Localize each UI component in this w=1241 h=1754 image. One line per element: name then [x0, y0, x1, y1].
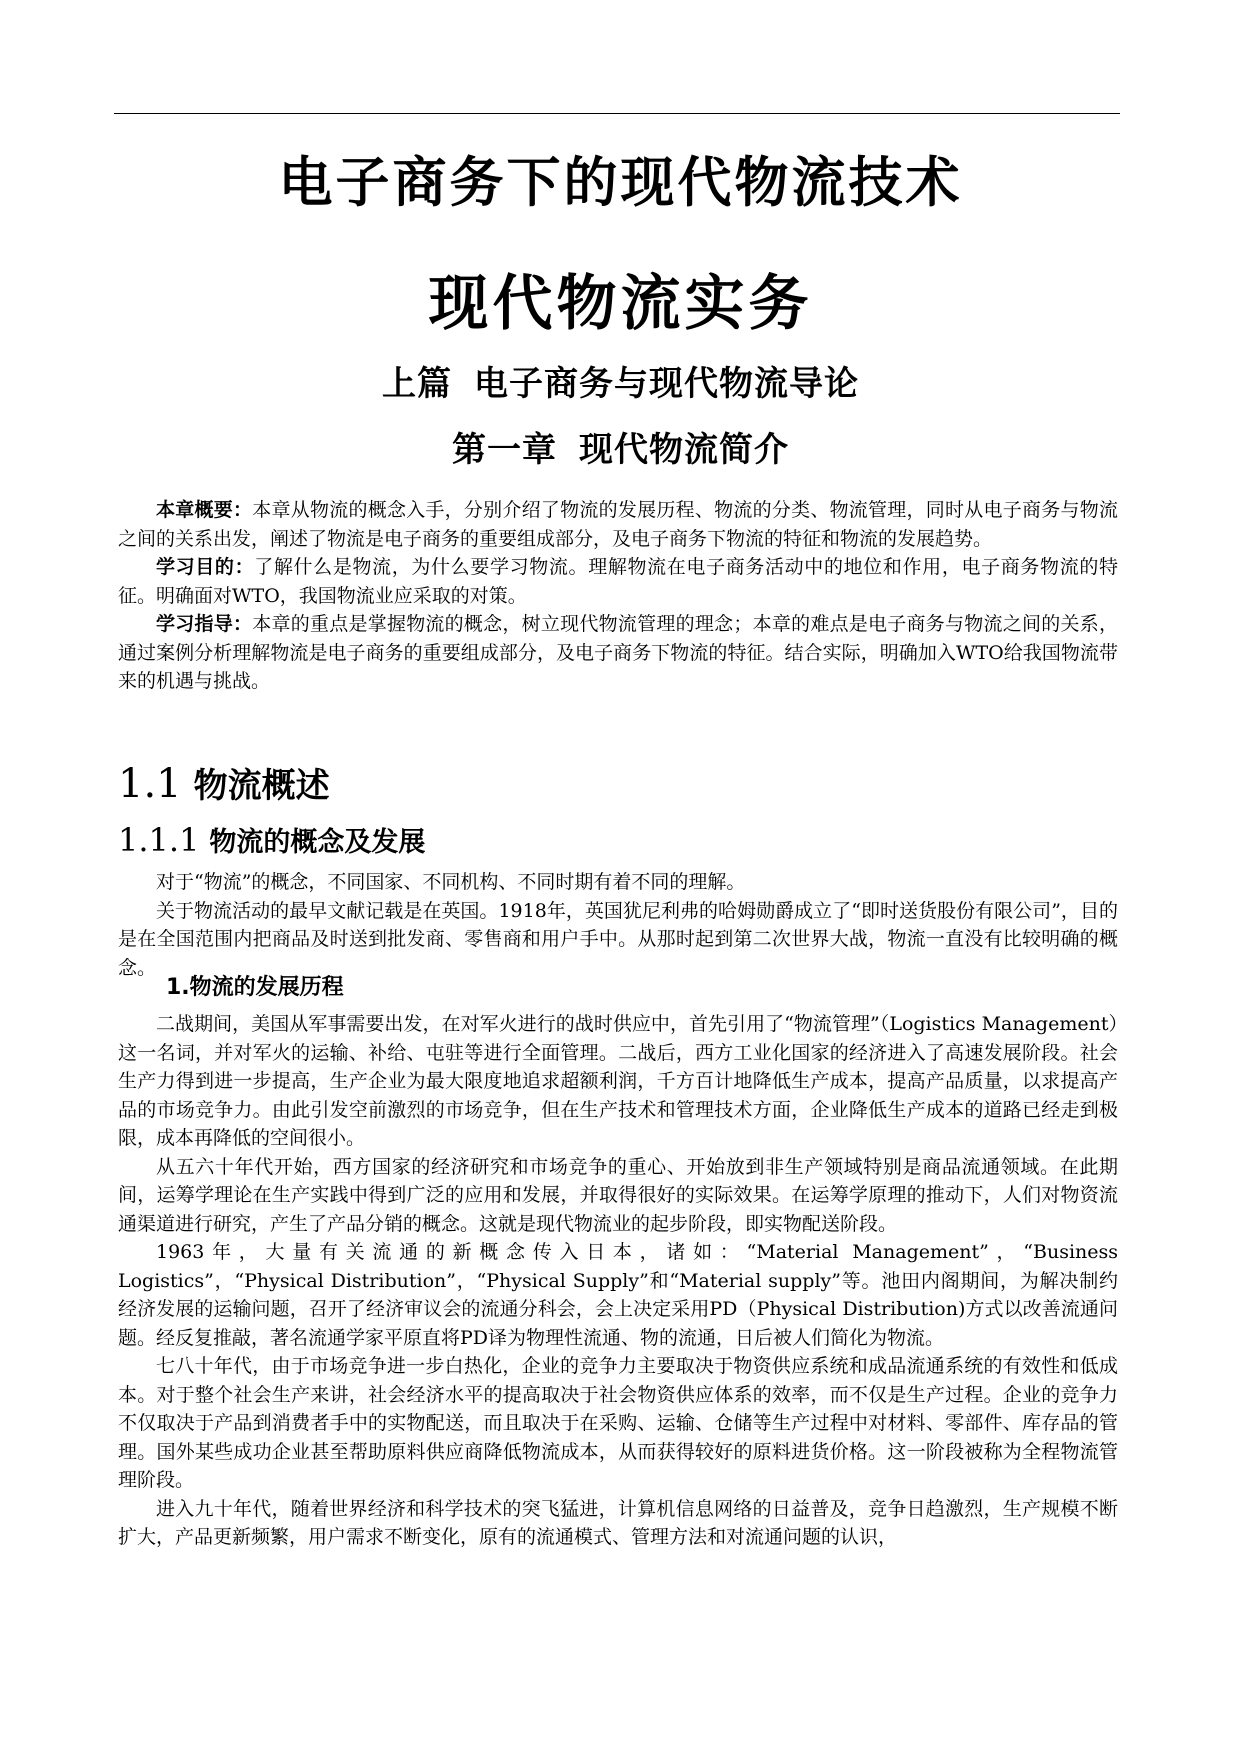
body-paragraph: 对于“物流”的概念，不同国家、不同机构、不同时期有着不同的理解。	[156, 871, 746, 893]
sub-subsection-heading: 1.物流的发展历程	[166, 975, 344, 1000]
body-paragraph: 1963年，大量有关流通的新概念传入日本，诸如：“Material Management”，“Business Logistics”，“Physical Distribution”，“Physical Supply”和“Material supply”等。池田内阁期间，为解决制约经济发展的运输问题，召开了经济审议会的流通分科会，会上决定采用PD（Physical Distribution)方式以改善流通问题。经反复推敲，著名流通学家平原直将PD译为物理性流通、物的流通，日后被人们简化为物流。	[118, 1241, 1118, 1349]
part-title: 电子商务与现代物流导论	[474, 364, 859, 404]
subsection-title: 物流的概念及发展	[209, 827, 426, 858]
body-block-2	[118, 1010, 1118, 1552]
subsection-heading	[118, 820, 425, 859]
chapter-number: 第一章	[452, 430, 557, 470]
body-paragraph: 进入九十年代，随着世界经济和科学技术的突飞猛进，计算机信息网络的日益普及，竞争日趋激烈，生产规模不断扩大，产品更新频繁，用户需求不断变化，原有的流通模式、管理方法和对流通问题的认识，	[118, 1497, 1118, 1548]
part-number: 上篇	[382, 364, 452, 404]
section-number: 1.1	[118, 761, 182, 807]
body-paragraph: 从五六十年代开始，西方国家的经济研究和市场竞争的重心、开始放到非生产领域特别是商品流通领域。在此期间，运筹学理论在生产实践中得到广泛的应用和发展，并取得很好的实际效果。在运筹学原理的推动下，人们对物资流通渠道进行研究，产生了产品分销的概念。这就是现代物流业的起步阶段，即实物配送阶段。	[118, 1155, 1118, 1235]
part-heading	[0, 356, 1241, 405]
body-paragraph: 七八十年代，由于市场竞争进一步白热化，企业的竞争力主要取决于物资供应系统和成品流通系统的有效性和低成本。对于整个社会生产来讲，社会经济水平的提高取决于社会物资供应体系的效率，而不仅是生产过程。企业的竞争力不仅取决于产品到消费者手中的实物配送，而且取决于在采购、运输、仓储等生产过程中对材料、零部件、库存品的管理。国外某些成功企业甚至帮助原料供应商降低物流成本，从而获得较好的原料进货价格。这一阶段被称为全程物流管理阶段。	[118, 1355, 1118, 1491]
overview-label: 本章概要：	[156, 499, 253, 521]
guide-paragraph	[118, 610, 1118, 696]
chapter-heading	[0, 422, 1241, 471]
overview-paragraph	[118, 496, 1118, 553]
subsection-number: 1.1.1	[118, 821, 200, 859]
body-block-1	[118, 868, 1118, 982]
overview-text: 本章从物流的概念入手，分别介绍了物流的发展历程、物流的分类、物流管理，同时从电子商务与物流之间的关系出发，阐述了物流是电子商务的重要组成部分，及电子商务下物流的特征和物流的发展趋势。	[118, 499, 1118, 550]
purpose-paragraph	[118, 553, 1118, 610]
header-rule	[114, 113, 1120, 114]
purpose-label: 学习目的：	[156, 556, 255, 578]
body-paragraph: 二战期间，美国从军事需要出发，在对军火进行的战时供应中，首先引用了“物流管理”（Logistics Management）这一名词，并对军火的运输、补给、屯驻等进行全面管理。二战后，西方工业化国家的经济进入了高速发展阶段。社会生产力得到进一步提高，生产企业为最大限度地追求超额利润，千方百计地降低生产成本，提高产品质量，以求提高产品的市场竞争力。由此引发空前激烈的市场竞争，但在生产技术和管理技术方面，企业降低生产成本的道路已经走到极限，成本再降低的空间很小。	[118, 1013, 1118, 1149]
body-paragraph: 关于物流活动的最早文献记载是在英国。1918年，英国犹尼利弗的哈姆勋爵成立了“即时送货股份有限公司”，目的是在全国范围内把商品及时送到批发商、零售商和用户手中。从那时起到第二次世界大战，物流一直没有比较明确的概念。	[118, 899, 1118, 979]
chapter-title: 现代物流简介	[579, 430, 789, 470]
guide-text: 本章的重点是掌握物流的概念，树立现代物流管理的理念；本章的难点是电子商务与物流之间的关系，通过案例分析理解物流是电子商务的重要组成部分，及电子商务下物流的特征。结合实际，明确加入WTO给我国物流带来的机遇与挑战。	[118, 613, 1118, 692]
guide-label: 学习指导：	[156, 613, 253, 635]
book-subtitle: 现代物流实务	[428, 269, 813, 339]
purpose-text: 了解什么是物流，为什么要学习物流。理解物流在电子商务活动中的地位和作用，电子商务物流的特征。明确面对WTO，我国物流业应采取的对策。	[118, 556, 1118, 607]
section-heading	[118, 758, 330, 807]
section-title: 物流概述	[193, 766, 330, 806]
book-title: 电子商务下的现代物流技术	[278, 151, 963, 214]
chapter-intro	[118, 496, 1118, 696]
